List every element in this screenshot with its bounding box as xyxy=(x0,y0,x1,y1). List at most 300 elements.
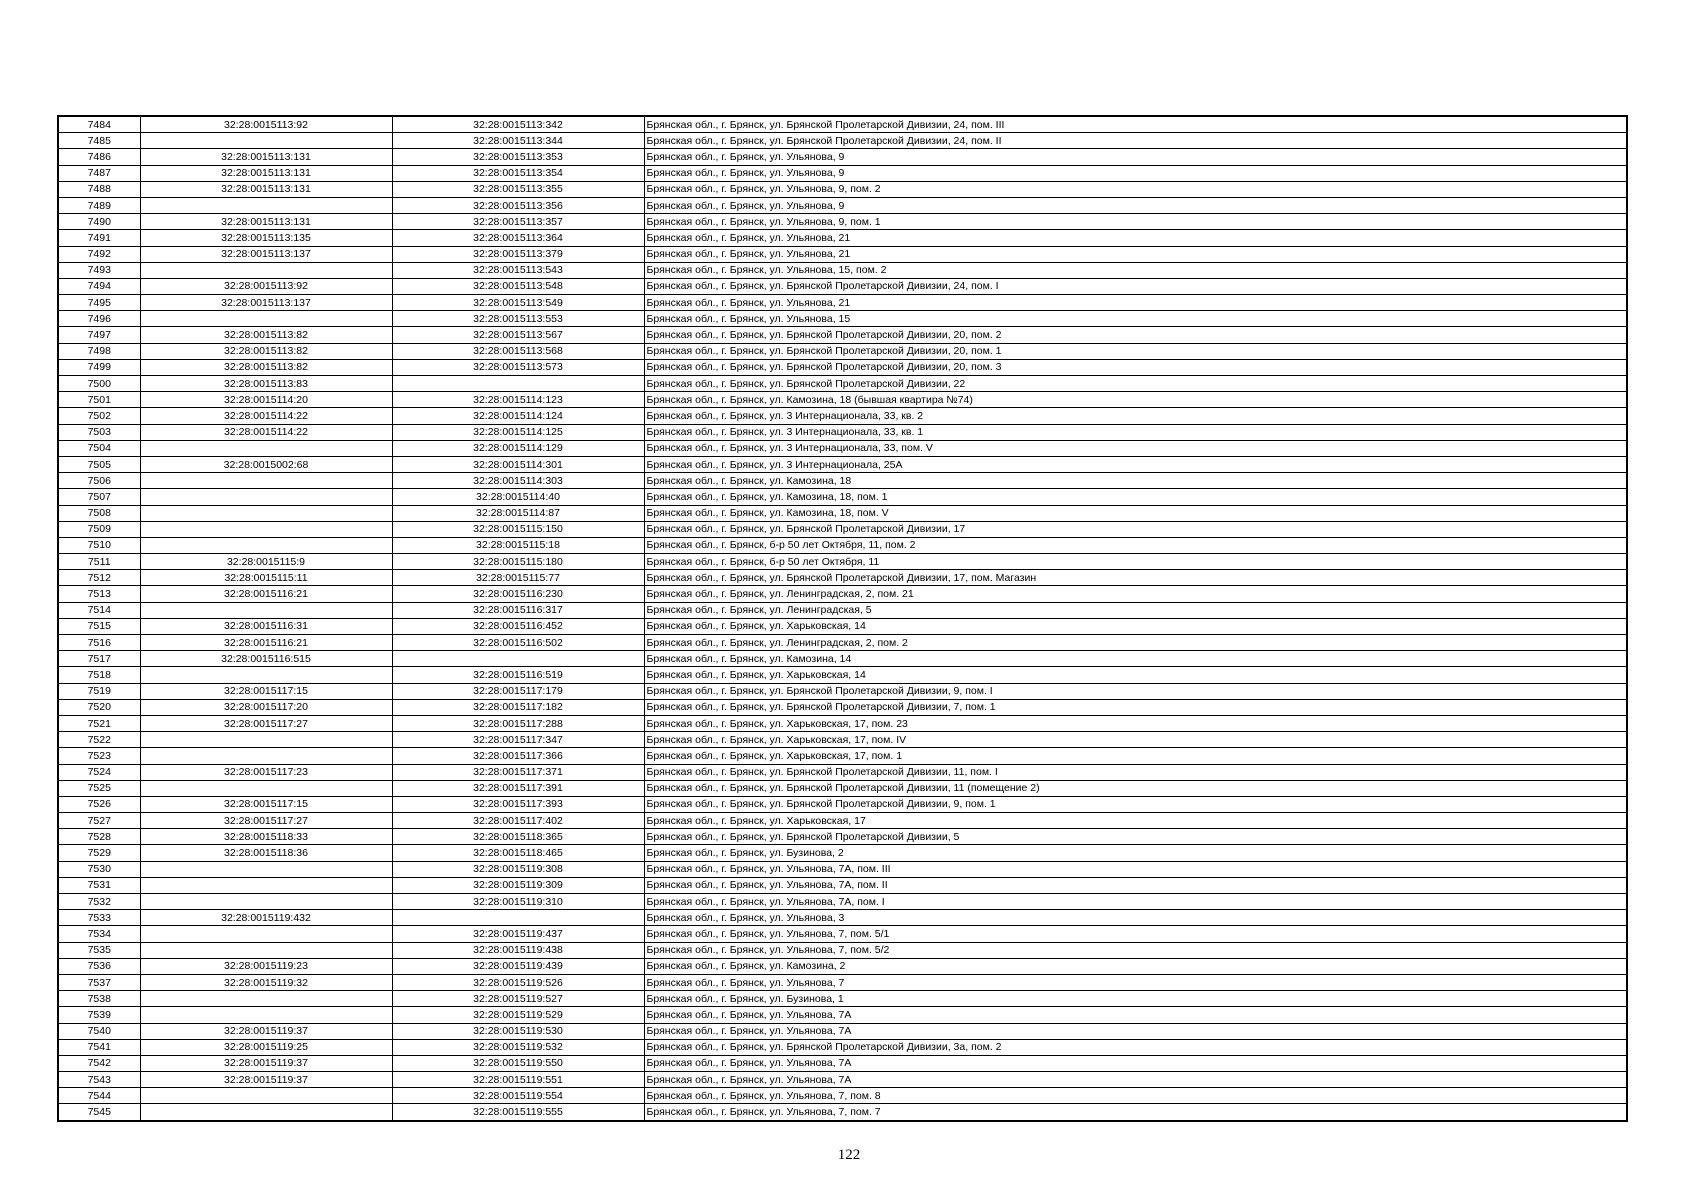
address-cell: Брянская обл., г. Брянск, ул. Брянской Пролетарской Дивизии, 20, пом. 3 xyxy=(644,359,1627,375)
address-cell: Брянская обл., г. Брянск, ул. Ленинградская, 2, пом. 2 xyxy=(644,635,1627,651)
row-number-cell: 7531 xyxy=(58,877,140,893)
row-number-cell: 7532 xyxy=(58,894,140,910)
table-row xyxy=(58,359,1627,375)
parcel-number-cell xyxy=(140,440,392,456)
row-number-cell: 7516 xyxy=(58,635,140,651)
row-number-cell: 7528 xyxy=(58,829,140,845)
parcel-number-cell: 32:28:0015113:135 xyxy=(140,230,392,246)
table-row xyxy=(58,796,1627,812)
table-row xyxy=(58,570,1627,586)
address-cell: Брянская обл., г. Брянск, ул. Брянской Пролетарской Дивизии, 20, пом. 1 xyxy=(644,343,1627,359)
page-number: 122 xyxy=(837,1147,861,1163)
row-number-cell: 7491 xyxy=(58,230,140,246)
parcel-number-cell xyxy=(140,894,392,910)
table-row xyxy=(58,197,1627,213)
table-row xyxy=(58,505,1627,521)
table-row xyxy=(58,1072,1627,1088)
parcel-number-cell: 32:28:0015117:27 xyxy=(140,715,392,731)
object-number-cell: 32:28:0015113:342 xyxy=(392,116,644,133)
object-number-cell: 32:28:0015116:230 xyxy=(392,586,644,602)
table-row xyxy=(58,181,1627,197)
table-row xyxy=(58,958,1627,974)
object-number-cell: 32:28:0015114:123 xyxy=(392,392,644,408)
object-number-cell: 32:28:0015114:40 xyxy=(392,489,644,505)
row-number-cell: 7540 xyxy=(58,1023,140,1039)
table-row xyxy=(58,1007,1627,1023)
parcel-number-cell: 32:28:0015116:21 xyxy=(140,635,392,651)
address-cell: Брянская обл., г. Брянск, ул. Ульянова, 7А, пом. I xyxy=(644,894,1627,910)
object-number-cell xyxy=(392,910,644,926)
parcel-number-cell: 32:28:0015119:37 xyxy=(140,1023,392,1039)
address-cell: Брянская обл., г. Брянск, ул. Брянской Пролетарской Дивизии, 3а, пом. 2 xyxy=(644,1039,1627,1055)
address-cell: Брянская обл., г. Брянск, ул. Бузинова, 1 xyxy=(644,991,1627,1007)
row-number-cell: 7500 xyxy=(58,376,140,392)
parcel-number-cell xyxy=(140,197,392,213)
address-cell: Брянская обл., г. Брянск, ул. Брянской Пролетарской Дивизии, 24, пом. III xyxy=(644,116,1627,133)
object-number-cell: 32:28:0015117:182 xyxy=(392,699,644,715)
object-number-cell: 32:28:0015119:438 xyxy=(392,942,644,958)
table-row xyxy=(58,408,1627,424)
row-number-cell: 7488 xyxy=(58,181,140,197)
row-number-cell: 7538 xyxy=(58,991,140,1007)
parcel-number-cell xyxy=(140,780,392,796)
row-number-cell: 7541 xyxy=(58,1039,140,1055)
row-number-cell: 7494 xyxy=(58,278,140,294)
row-number-cell: 7517 xyxy=(58,651,140,667)
table-row xyxy=(58,699,1627,715)
address-cell: Брянская обл., г. Брянск, ул. Камозина, 2 xyxy=(644,958,1627,974)
parcel-number-cell xyxy=(140,1104,392,1121)
parcel-number-cell: 32:28:0015114:20 xyxy=(140,392,392,408)
object-number-cell: 32:28:0015117:391 xyxy=(392,780,644,796)
row-number-cell: 7512 xyxy=(58,570,140,586)
parcel-number-cell: 32:28:0015119:432 xyxy=(140,910,392,926)
row-number-cell: 7513 xyxy=(58,586,140,602)
address-cell: Брянская обл., г. Брянск, ул. Ульянова, 21 xyxy=(644,246,1627,262)
table-row xyxy=(58,1039,1627,1055)
row-number-cell: 7515 xyxy=(58,618,140,634)
row-number-cell: 7498 xyxy=(58,343,140,359)
row-number-cell: 7524 xyxy=(58,764,140,780)
row-number-cell: 7514 xyxy=(58,602,140,618)
address-cell: Брянская обл., г. Брянск, ул. Ульянова, 21 xyxy=(644,230,1627,246)
table-row xyxy=(58,521,1627,537)
table-row xyxy=(58,861,1627,877)
address-cell: Брянская обл., г. Брянск, ул. Камозина, 18 (бывшая квартира №74) xyxy=(644,392,1627,408)
object-number-cell: 32:28:0015119:550 xyxy=(392,1055,644,1071)
parcel-number-cell: 32:28:0015113:82 xyxy=(140,327,392,343)
object-number-cell: 32:28:0015119:310 xyxy=(392,894,644,910)
parcel-number-cell xyxy=(140,521,392,537)
address-cell: Брянская обл., г. Брянск, ул. Харьковская, 17, пом. 23 xyxy=(644,715,1627,731)
table-row xyxy=(58,262,1627,278)
address-cell: Брянская обл., г. Брянск, ул. Ульянова, 7А xyxy=(644,1007,1627,1023)
row-number-cell: 7509 xyxy=(58,521,140,537)
address-cell: Брянская обл., г. Брянск, ул. Брянской Пролетарской Дивизии, 9, пом. 1 xyxy=(644,796,1627,812)
address-cell: Брянская обл., г. Брянск, ул. Ульянова, 9 xyxy=(644,197,1627,213)
row-number-cell: 7543 xyxy=(58,1072,140,1088)
address-cell: Брянская обл., г. Брянск, ул. Ульянова, 7 xyxy=(644,974,1627,990)
parcel-number-cell: 32:28:0015117:23 xyxy=(140,764,392,780)
table-row xyxy=(58,829,1627,845)
parcel-number-cell: 32:28:0015119:23 xyxy=(140,958,392,974)
address-cell: Брянская обл., г. Брянск, ул. Камозина, 18, пом. V xyxy=(644,505,1627,521)
row-number-cell: 7521 xyxy=(58,715,140,731)
object-number-cell: 32:28:0015113:379 xyxy=(392,246,644,262)
row-number-cell: 7493 xyxy=(58,262,140,278)
address-cell: Брянская обл., г. Брянск, ул. Ульянова, 21 xyxy=(644,295,1627,311)
registry-table xyxy=(57,115,1628,1122)
table-row xyxy=(58,926,1627,942)
address-cell: Брянская обл., г. Брянск, ул. Харьковская, 17, пом. 1 xyxy=(644,748,1627,764)
row-number-cell: 7486 xyxy=(58,149,140,165)
table-row xyxy=(58,651,1627,667)
object-number-cell: 32:28:0015117:288 xyxy=(392,715,644,731)
row-number-cell: 7527 xyxy=(58,813,140,829)
parcel-number-cell xyxy=(140,133,392,149)
parcel-number-cell: 32:28:0015113:131 xyxy=(140,181,392,197)
object-number-cell: 32:28:0015113:344 xyxy=(392,133,644,149)
table-row xyxy=(58,1023,1627,1039)
row-number-cell: 7503 xyxy=(58,424,140,440)
row-number-cell: 7523 xyxy=(58,748,140,764)
object-number-cell: 32:28:0015113:355 xyxy=(392,181,644,197)
parcel-number-cell xyxy=(140,926,392,942)
parcel-number-cell: 32:28:0015117:27 xyxy=(140,813,392,829)
table-row xyxy=(58,116,1627,133)
table-row xyxy=(58,489,1627,505)
table-row xyxy=(58,877,1627,893)
object-number-cell: 32:28:0015113:573 xyxy=(392,359,644,375)
row-number-cell: 7495 xyxy=(58,295,140,311)
table-row xyxy=(58,327,1627,343)
table-row xyxy=(58,295,1627,311)
object-number-cell: 32:28:0015118:465 xyxy=(392,845,644,861)
object-number-cell: 32:28:0015116:317 xyxy=(392,602,644,618)
address-cell: Брянская обл., г. Брянск, ул. Харьковская, 17, пом. IV xyxy=(644,732,1627,748)
parcel-number-cell: 32:28:0015113:137 xyxy=(140,295,392,311)
object-number-cell: 32:28:0015119:529 xyxy=(392,1007,644,1023)
object-number-cell: 32:28:0015115:77 xyxy=(392,570,644,586)
address-cell: Брянская обл., г. Брянск, ул. Харьковская, 14 xyxy=(644,667,1627,683)
table-row xyxy=(58,974,1627,990)
row-number-cell: 7510 xyxy=(58,537,140,553)
row-number-cell: 7525 xyxy=(58,780,140,796)
address-cell: Брянская обл., г. Брянск, ул. 3 Интернационала, 33, пом. V xyxy=(644,440,1627,456)
object-number-cell: 32:28:0015117:393 xyxy=(392,796,644,812)
object-number-cell: 32:28:0015113:543 xyxy=(392,262,644,278)
address-cell: Брянская обл., г. Брянск, ул. Ульянова, 15 xyxy=(644,311,1627,327)
object-number-cell: 32:28:0015113:549 xyxy=(392,295,644,311)
table-row xyxy=(58,554,1627,570)
address-cell: Брянская обл., г. Брянск, ул. Брянской Пролетарской Дивизии, 17 xyxy=(644,521,1627,537)
table-row xyxy=(58,392,1627,408)
table-row xyxy=(58,456,1627,472)
object-number-cell: 32:28:0015113:357 xyxy=(392,214,644,230)
parcel-number-cell xyxy=(140,1007,392,1023)
address-cell: Брянская обл., г. Брянск, ул. Брянской Пролетарской Дивизии, 17, пом. Магазин xyxy=(644,570,1627,586)
parcel-number-cell: 32:28:0015113:131 xyxy=(140,165,392,181)
parcel-number-cell xyxy=(140,1088,392,1104)
parcel-number-cell xyxy=(140,262,392,278)
parcel-number-cell: 32:28:0015113:82 xyxy=(140,343,392,359)
object-number-cell: 32:28:0015114:301 xyxy=(392,456,644,472)
table-row xyxy=(58,1104,1627,1121)
address-cell: Брянская обл., г. Брянск, ул. Брянской Пролетарской Дивизии, 5 xyxy=(644,829,1627,845)
object-number-cell: 32:28:0015114:87 xyxy=(392,505,644,521)
row-number-cell: 7504 xyxy=(58,440,140,456)
object-number-cell: 32:28:0015117:371 xyxy=(392,764,644,780)
object-number-cell: 32:28:0015119:526 xyxy=(392,974,644,990)
parcel-number-cell: 32:28:0015115:9 xyxy=(140,554,392,570)
object-number-cell: 32:28:0015116:502 xyxy=(392,635,644,651)
table-row xyxy=(58,376,1627,392)
parcel-number-cell: 32:28:0015114:22 xyxy=(140,408,392,424)
address-cell: Брянская обл., г. Брянск, ул. 3 Интернационала, 33, кв. 1 xyxy=(644,424,1627,440)
row-number-cell: 7505 xyxy=(58,456,140,472)
parcel-number-cell: 32:28:0015118:33 xyxy=(140,829,392,845)
object-number-cell: 32:28:0015119:437 xyxy=(392,926,644,942)
address-cell: Брянская обл., г. Брянск, ул. Ульянова, 7А xyxy=(644,1023,1627,1039)
row-number-cell: 7530 xyxy=(58,861,140,877)
address-cell: Брянская обл., г. Брянск, ул. Ульянова, 15, пом. 2 xyxy=(644,262,1627,278)
object-number-cell: 32:28:0015114:303 xyxy=(392,473,644,489)
table-row xyxy=(58,246,1627,262)
table-row xyxy=(58,635,1627,651)
table-row xyxy=(58,942,1627,958)
row-number-cell: 7484 xyxy=(58,116,140,133)
table-row xyxy=(58,813,1627,829)
address-cell: Брянская обл., г. Брянск, б-р 50 лет Октября, 11 xyxy=(644,554,1627,570)
object-number-cell xyxy=(392,651,644,667)
parcel-number-cell xyxy=(140,942,392,958)
row-number-cell: 7485 xyxy=(58,133,140,149)
table-row xyxy=(58,894,1627,910)
address-cell: Брянская обл., г. Брянск, ул. Бузинова, 2 xyxy=(644,845,1627,861)
parcel-number-cell: 32:28:0015113:92 xyxy=(140,116,392,133)
parcel-number-cell: 32:28:0015113:83 xyxy=(140,376,392,392)
parcel-number-cell: 32:28:0015113:82 xyxy=(140,359,392,375)
row-number-cell: 7518 xyxy=(58,667,140,683)
row-number-cell: 7501 xyxy=(58,392,140,408)
object-number-cell: 32:28:0015114:125 xyxy=(392,424,644,440)
address-cell: Брянская обл., г. Брянск, ул. Брянской Пролетарской Дивизии, 7, пом. 1 xyxy=(644,699,1627,715)
row-number-cell: 7536 xyxy=(58,958,140,974)
object-number-cell: 32:28:0015119:527 xyxy=(392,991,644,1007)
address-cell: Брянская обл., г. Брянск, ул. Брянской Пролетарской Дивизии, 20, пом. 2 xyxy=(644,327,1627,343)
parcel-number-cell xyxy=(140,505,392,521)
object-number-cell: 32:28:0015119:554 xyxy=(392,1088,644,1104)
parcel-number-cell: 32:28:0015116:31 xyxy=(140,618,392,634)
parcel-number-cell xyxy=(140,877,392,893)
address-cell: Брянская обл., г. Брянск, ул. Камозина, 14 xyxy=(644,651,1627,667)
address-cell: Брянская обл., г. Брянск, ул. Брянской Пролетарской Дивизии, 9, пом. I xyxy=(644,683,1627,699)
table-row xyxy=(58,214,1627,230)
parcel-number-cell xyxy=(140,861,392,877)
object-number-cell: 32:28:0015113:553 xyxy=(392,311,644,327)
address-cell: Брянская обл., г. Брянск, ул. Ульянова, 3 xyxy=(644,910,1627,926)
row-number-cell: 7539 xyxy=(58,1007,140,1023)
table-row xyxy=(58,586,1627,602)
object-number-cell: 32:28:0015113:567 xyxy=(392,327,644,343)
parcel-number-cell: 32:28:0015118:36 xyxy=(140,845,392,861)
row-number-cell: 7542 xyxy=(58,1055,140,1071)
table-row xyxy=(58,618,1627,634)
row-number-cell: 7522 xyxy=(58,732,140,748)
row-number-cell: 7496 xyxy=(58,311,140,327)
address-cell: Брянская обл., г. Брянск, ул. Брянской Пролетарской Дивизии, 22 xyxy=(644,376,1627,392)
object-number-cell: 32:28:0015119:555 xyxy=(392,1104,644,1121)
parcel-number-cell: 32:28:0015114:22 xyxy=(140,424,392,440)
parcel-number-cell: 32:28:0015117:20 xyxy=(140,699,392,715)
row-number-cell: 7529 xyxy=(58,845,140,861)
object-number-cell: 32:28:0015119:530 xyxy=(392,1023,644,1039)
table-row xyxy=(58,667,1627,683)
parcel-number-cell xyxy=(140,667,392,683)
parcel-number-cell: 32:28:0015113:137 xyxy=(140,246,392,262)
address-cell: Брянская обл., г. Брянск, ул. Ульянова, 7, пом. 8 xyxy=(644,1088,1627,1104)
object-number-cell: 32:28:0015114:124 xyxy=(392,408,644,424)
table-row xyxy=(58,1055,1627,1071)
table-row xyxy=(58,311,1627,327)
object-number-cell: 32:28:0015119:309 xyxy=(392,877,644,893)
parcel-number-cell: 32:28:0015119:32 xyxy=(140,974,392,990)
object-number-cell: 32:28:0015116:452 xyxy=(392,618,644,634)
object-number-cell: 32:28:0015114:129 xyxy=(392,440,644,456)
address-cell: Брянская обл., г. Брянск, ул. Ленинградская, 5 xyxy=(644,602,1627,618)
table-row xyxy=(58,602,1627,618)
parcel-number-cell: 32:28:0015116:21 xyxy=(140,586,392,602)
address-cell: Брянская обл., г. Брянск, ул. Ульянова, 7А, пом. III xyxy=(644,861,1627,877)
parcel-number-cell: 32:28:0015117:15 xyxy=(140,796,392,812)
row-number-cell: 7506 xyxy=(58,473,140,489)
row-number-cell: 7545 xyxy=(58,1104,140,1121)
object-number-cell: 32:28:0015119:532 xyxy=(392,1039,644,1055)
parcel-number-cell: 32:28:0015119:37 xyxy=(140,1072,392,1088)
object-number-cell: 32:28:0015113:356 xyxy=(392,197,644,213)
address-cell: Брянская обл., г. Брянск, ул. Ульянова, 7А xyxy=(644,1072,1627,1088)
object-number-cell: 32:28:0015119:439 xyxy=(392,958,644,974)
object-number-cell xyxy=(392,376,644,392)
row-number-cell: 7537 xyxy=(58,974,140,990)
row-number-cell: 7535 xyxy=(58,942,140,958)
object-number-cell: 32:28:0015113:364 xyxy=(392,230,644,246)
object-number-cell: 32:28:0015117:402 xyxy=(392,813,644,829)
object-number-cell: 32:28:0015113:354 xyxy=(392,165,644,181)
table-row xyxy=(58,715,1627,731)
table-row xyxy=(58,910,1627,926)
address-cell: Брянская обл., г. Брянск, ул. Ленинградская, 2, пом. 21 xyxy=(644,586,1627,602)
object-number-cell: 32:28:0015117:366 xyxy=(392,748,644,764)
row-number-cell: 7511 xyxy=(58,554,140,570)
parcel-number-cell: 32:28:0015113:92 xyxy=(140,278,392,294)
address-cell: Брянская обл., г. Брянск, ул. Брянской Пролетарской Дивизии, 11 (помещение 2) xyxy=(644,780,1627,796)
address-cell: Брянская обл., г. Брянск, ул. Ульянова, 7, пом. 5/2 xyxy=(644,942,1627,958)
row-number-cell: 7526 xyxy=(58,796,140,812)
parcel-number-cell: 32:28:0015002:68 xyxy=(140,456,392,472)
address-cell: Брянская обл., г. Брянск, ул. 3 Интернационала, 33, кв. 2 xyxy=(644,408,1627,424)
table-row xyxy=(58,343,1627,359)
table-row xyxy=(58,278,1627,294)
address-cell: Брянская обл., г. Брянск, ул. Ульянова, 9 xyxy=(644,165,1627,181)
table-row xyxy=(58,473,1627,489)
address-cell: Брянская обл., г. Брянск, ул. Ульянова, 9, пом. 1 xyxy=(644,214,1627,230)
address-cell: Брянская обл., г. Брянск, ул. Ульянова, 7, пом. 7 xyxy=(644,1104,1627,1121)
address-cell: Брянская обл., г. Брянск, ул. Ульянова, 9 xyxy=(644,149,1627,165)
row-number-cell: 7519 xyxy=(58,683,140,699)
object-number-cell: 32:28:0015117:347 xyxy=(392,732,644,748)
object-number-cell: 32:28:0015113:353 xyxy=(392,149,644,165)
address-cell: Брянская обл., г. Брянск, ул. Ульянова, 7, пом. 5/1 xyxy=(644,926,1627,942)
parcel-number-cell: 32:28:0015117:15 xyxy=(140,683,392,699)
address-cell: Брянская обл., г. Брянск, ул. Брянской Пролетарской Дивизии, 24, пом. II xyxy=(644,133,1627,149)
table-row xyxy=(58,683,1627,699)
parcel-number-cell xyxy=(140,748,392,764)
table-row xyxy=(58,732,1627,748)
address-cell: Брянская обл., г. Брянск, ул. Ульянова, 7А xyxy=(644,1055,1627,1071)
table-row xyxy=(58,845,1627,861)
address-cell: Брянская обл., г. Брянск, ул. 3 Интернационала, 25А xyxy=(644,456,1627,472)
parcel-number-cell: 32:28:0015113:131 xyxy=(140,214,392,230)
parcel-number-cell: 32:28:0015119:37 xyxy=(140,1055,392,1071)
address-cell: Брянская обл., г. Брянск, ул. Камозина, 18 xyxy=(644,473,1627,489)
address-cell: Брянская обл., г. Брянск, ул. Ульянова, 7А, пом. II xyxy=(644,877,1627,893)
object-number-cell: 32:28:0015117:179 xyxy=(392,683,644,699)
table-row xyxy=(58,991,1627,1007)
row-number-cell: 7508 xyxy=(58,505,140,521)
object-number-cell: 32:28:0015116:519 xyxy=(392,667,644,683)
object-number-cell: 32:28:0015119:551 xyxy=(392,1072,644,1088)
table-row xyxy=(58,748,1627,764)
address-cell: Брянская обл., г. Брянск, ул. Камозина, 18, пом. 1 xyxy=(644,489,1627,505)
row-number-cell: 7487 xyxy=(58,165,140,181)
object-number-cell: 32:28:0015113:548 xyxy=(392,278,644,294)
parcel-number-cell: 32:28:0015115:11 xyxy=(140,570,392,586)
parcel-number-cell xyxy=(140,602,392,618)
table-row xyxy=(58,149,1627,165)
parcel-number-cell xyxy=(140,537,392,553)
row-number-cell: 7502 xyxy=(58,408,140,424)
row-number-cell: 7492 xyxy=(58,246,140,262)
table-row xyxy=(58,1088,1627,1104)
address-cell: Брянская обл., г. Брянск, б-р 50 лет Октября, 11, пом. 2 xyxy=(644,537,1627,553)
table-row xyxy=(58,780,1627,796)
table-row xyxy=(58,537,1627,553)
address-cell: Брянская обл., г. Брянск, ул. Ульянова, 9, пом. 2 xyxy=(644,181,1627,197)
row-number-cell: 7497 xyxy=(58,327,140,343)
row-number-cell: 7507 xyxy=(58,489,140,505)
parcel-number-cell: 32:28:0015119:25 xyxy=(140,1039,392,1055)
table-row xyxy=(58,165,1627,181)
parcel-number-cell xyxy=(140,732,392,748)
row-number-cell: 7534 xyxy=(58,926,140,942)
registry-table-body xyxy=(58,116,1627,1121)
parcel-number-cell xyxy=(140,473,392,489)
address-cell: Брянская обл., г. Брянск, ул. Харьковская, 17 xyxy=(644,813,1627,829)
address-cell: Брянская обл., г. Брянск, ул. Брянской Пролетарской Дивизии, 11, пом. I xyxy=(644,764,1627,780)
table-row xyxy=(58,133,1627,149)
parcel-number-cell: 32:28:0015113:131 xyxy=(140,149,392,165)
object-number-cell: 32:28:0015115:150 xyxy=(392,521,644,537)
object-number-cell: 32:28:0015113:568 xyxy=(392,343,644,359)
object-number-cell: 32:28:0015115:180 xyxy=(392,554,644,570)
row-number-cell: 7533 xyxy=(58,910,140,926)
table-row xyxy=(58,440,1627,456)
object-number-cell: 32:28:0015119:308 xyxy=(392,861,644,877)
parcel-number-cell xyxy=(140,991,392,1007)
object-number-cell: 32:28:0015115:18 xyxy=(392,537,644,553)
parcel-number-cell: 32:28:0015116:515 xyxy=(140,651,392,667)
